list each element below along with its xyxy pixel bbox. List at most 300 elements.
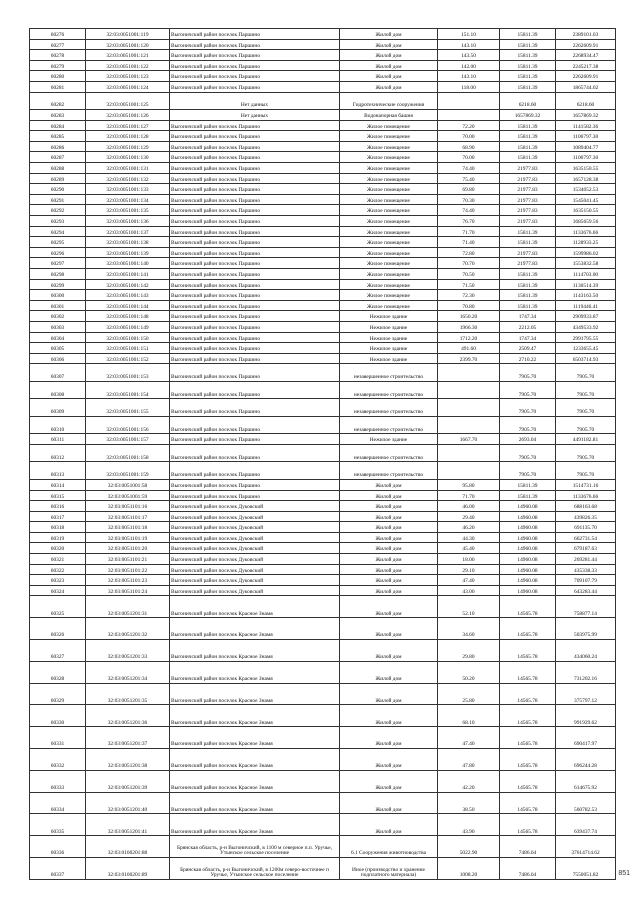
object-area: 46.00 xyxy=(438,501,500,512)
table-row xyxy=(30,596,616,618)
cadastral-value: 6218.60 xyxy=(556,92,616,110)
object-area: 74.40 xyxy=(438,205,500,216)
object-area xyxy=(438,416,500,434)
object-area: 1667.70 xyxy=(438,434,500,445)
cadastral-value: 6503714.93 xyxy=(556,353,616,364)
object-area: 45.40 xyxy=(438,543,500,554)
object-address: Выгоничский район поселок Красное Знамя xyxy=(170,770,340,792)
object-type: Жилое помещение xyxy=(340,205,438,216)
object-type: Жилой дом xyxy=(340,749,438,771)
object-address: Выгоничский район поселок Красное Знамя xyxy=(170,705,340,727)
cadastral-number: 32:03:0051201:41 xyxy=(86,814,170,836)
object-type: Жилой дом xyxy=(340,814,438,836)
cadastral-number: 32:03:0051201:37 xyxy=(86,727,170,749)
object-type: Жилое помещение xyxy=(340,131,438,142)
table-row xyxy=(30,564,616,575)
object-address: Выгоничский район поселок Паршино xyxy=(170,39,340,50)
cadastral-value: 1133676.66 xyxy=(556,490,616,501)
table-row xyxy=(30,543,616,554)
object-area: 1712.20 xyxy=(438,332,500,343)
object-address: Выгоничский район поселок Паршино xyxy=(170,205,340,216)
object-address: Выгоничский район поселок Паршино xyxy=(170,343,340,354)
cadastral-number: 32:03:0051001:124 xyxy=(86,81,170,92)
object-area: 38.50 xyxy=(438,792,500,814)
object-address: Выгоничский район поселок Паршино xyxy=(170,332,340,343)
registry-sheet xyxy=(29,28,615,880)
specific-value: 14960.08 xyxy=(500,511,556,522)
object-type: Жилое помещение xyxy=(340,152,438,163)
object-area: 47.40 xyxy=(438,575,500,586)
cadastral-value: 679187.63 xyxy=(556,543,616,554)
cadastral-value: 1119446.41 xyxy=(556,300,616,311)
object-type: Жилое помещение xyxy=(340,247,438,258)
cadastral-number: 32:03:0051001:134 xyxy=(86,194,170,205)
cadastral-number: 32:03:0051201:40 xyxy=(86,792,170,814)
cadastral-number: 32:03:0051001:120 xyxy=(86,39,170,50)
table-row xyxy=(30,462,616,480)
object-address: Выгоничский район поселок Паршино xyxy=(170,300,340,311)
specific-value: 14960.08 xyxy=(500,532,556,543)
specific-value: 7905.70 xyxy=(500,381,556,399)
object-area: 143.10 xyxy=(438,71,500,82)
row-number: 60297 xyxy=(30,258,86,269)
specific-value: 14565.78 xyxy=(500,596,556,618)
object-area: 46.20 xyxy=(438,522,500,533)
row-number: 60320 xyxy=(30,543,86,554)
object-address: Выгоничский район поселок Красное Знамя xyxy=(170,640,340,662)
table-row xyxy=(30,194,616,205)
object-type: Жилой дом xyxy=(340,501,438,512)
cadastral-value: 662731.54 xyxy=(556,532,616,543)
specific-value: 15811.39 xyxy=(500,279,556,290)
object-area: 1966.30 xyxy=(438,321,500,332)
cadastral-number: 32:03:0051001:123 xyxy=(86,71,170,82)
object-type: Жилой дом xyxy=(340,705,438,727)
object-address: Выгоничский район поселок Дуковский xyxy=(170,511,340,522)
table-row xyxy=(30,173,616,184)
cadastral-value: 1089404.77 xyxy=(556,141,616,152)
cadastral-number: 32:03:0051001:151 xyxy=(86,343,170,354)
cadastral-value: 1635150.55 xyxy=(556,163,616,174)
object-address: Выгоничский район поселок Паршино xyxy=(170,247,340,258)
specific-value: 21977.83 xyxy=(500,258,556,269)
cadastral-number: 32:03:0051101:24 xyxy=(86,585,170,596)
row-number: 60302 xyxy=(30,311,86,322)
row-number: 60329 xyxy=(30,683,86,705)
object-type: Жилое помещение xyxy=(340,268,438,279)
cadastral-value: 7905.70 xyxy=(556,462,616,480)
object-address: Выгоничский район поселок Красное Знамя xyxy=(170,683,340,705)
object-area: 52.10 xyxy=(438,596,500,618)
table-row xyxy=(30,163,616,174)
object-area xyxy=(438,399,500,417)
table-row xyxy=(30,836,616,858)
object-area xyxy=(438,110,500,121)
row-number: 60305 xyxy=(30,343,86,354)
cadastral-number: 32:03:0051001:127 xyxy=(86,120,170,131)
object-area: 70.00 xyxy=(438,152,500,163)
row-number: 60328 xyxy=(30,661,86,683)
object-address: Выгоничский район поселок Дуковский xyxy=(170,554,340,565)
cadastral-number: 32:03:0051001:154 xyxy=(86,381,170,399)
object-area: 29.10 xyxy=(438,564,500,575)
object-address: Выгоничский район поселок Паршино xyxy=(170,194,340,205)
object-area: 29.40 xyxy=(438,511,500,522)
object-address: Выгоничский район поселок Красное Знамя xyxy=(170,792,340,814)
specific-value: 1657869.32 xyxy=(500,110,556,121)
object-type: незавершенное строительство xyxy=(340,444,438,462)
object-type: Жилое помещение xyxy=(340,173,438,184)
object-type: Жилой дом xyxy=(340,29,438,40)
specific-value: 15811.39 xyxy=(500,237,556,248)
object-type: Иное (производство и хранение подплатного материала) xyxy=(340,858,438,880)
table-row xyxy=(30,770,616,792)
table-row xyxy=(30,39,616,50)
object-type: 6.1 Сооружения животноводства xyxy=(340,836,438,858)
row-number: 60300 xyxy=(30,290,86,301)
table-row xyxy=(30,705,616,727)
object-address: Выгоничский район поселок Паршино xyxy=(170,490,340,501)
cadastral-number: 32:03:0051001:131 xyxy=(86,163,170,174)
table-row xyxy=(30,205,616,216)
object-address: Выгоничский район поселок Паршино xyxy=(170,462,340,480)
object-type: Жилой дом xyxy=(340,554,438,565)
cadastral-number: 32:03:0051201:39 xyxy=(86,770,170,792)
specific-value: 21977.83 xyxy=(500,173,556,184)
object-address: Выгоничский район поселок Паршино xyxy=(170,60,340,71)
row-number: 60322 xyxy=(30,564,86,575)
cadastral-number: 32:03:0051001:159 xyxy=(86,462,170,480)
object-address: Выгоничский район поселок Паршино xyxy=(170,311,340,322)
specific-value: 14565.78 xyxy=(500,770,556,792)
cadastral-number: 32:03:0051001:140 xyxy=(86,258,170,269)
object-address: Брянская область, р-н Выгоничский, в 1100 м северное п.п. Уручье, Утынское сельское поселение xyxy=(170,836,340,858)
cadastral-number: 32:03:0051001:148 xyxy=(86,311,170,322)
specific-value: 14960.08 xyxy=(500,522,556,533)
row-number: 60316 xyxy=(30,501,86,512)
cadastral-value: 1143163.50 xyxy=(556,290,616,301)
cadastral-value: 560782.53 xyxy=(556,792,616,814)
object-address: Выгоничский район поселок Паршино xyxy=(170,321,340,332)
cadastral-number: 32:03:0051001:59 xyxy=(86,490,170,501)
object-address: Выгоничский район поселок Паршино xyxy=(170,381,340,399)
table-row xyxy=(30,640,616,662)
object-type: Жилой дом xyxy=(340,792,438,814)
cadastral-value: 696244.28 xyxy=(556,749,616,771)
object-area: 142.00 xyxy=(438,60,500,71)
specific-value: 7905.70 xyxy=(500,462,556,480)
cadastral-value: 1534052.53 xyxy=(556,184,616,195)
row-number: 60295 xyxy=(30,237,86,248)
row-number: 60303 xyxy=(30,321,86,332)
cadastral-value: 2268934.47 xyxy=(556,50,616,61)
object-area: 143.10 xyxy=(438,39,500,50)
row-number: 60308 xyxy=(30,381,86,399)
specific-value: 14960.08 xyxy=(500,575,556,586)
row-number: 60290 xyxy=(30,184,86,195)
specific-value: 21977.83 xyxy=(500,247,556,258)
cadastral-number: 32:03:0051001:150 xyxy=(86,332,170,343)
cadastral-value: 1545041.45 xyxy=(556,194,616,205)
object-type: Жилой дом xyxy=(340,71,438,82)
specific-value: 15811.39 xyxy=(500,141,556,152)
specific-value: 15811.39 xyxy=(500,71,556,82)
specific-value: 14960.08 xyxy=(500,543,556,554)
object-area: 44.30 xyxy=(438,532,500,543)
object-area: 42.20 xyxy=(438,770,500,792)
table-row xyxy=(30,71,616,82)
table-row xyxy=(30,416,616,434)
object-area: 18.00 xyxy=(438,554,500,565)
object-address: Нет данных xyxy=(170,92,340,110)
object-type: Жилой дом xyxy=(340,596,438,618)
cadastral-value: 1106797.30 xyxy=(556,152,616,163)
cadastral-value: 7905.70 xyxy=(556,381,616,399)
cadastral-value: 2909933.87 xyxy=(556,311,616,322)
specific-value: 14565.78 xyxy=(500,749,556,771)
object-type: Жилой дом xyxy=(340,683,438,705)
table-row xyxy=(30,727,616,749)
object-address: Выгоничский район поселок Паршино xyxy=(170,399,340,417)
specific-value: 15811.39 xyxy=(500,39,556,50)
object-type: Жилой дом xyxy=(340,511,438,522)
object-address: Выгоничский район поселок Паршино xyxy=(170,434,340,445)
specific-value: 7486.64 xyxy=(500,858,556,880)
row-number: 60287 xyxy=(30,152,86,163)
cadastral-value: 1553832.58 xyxy=(556,258,616,269)
cadastral-number: 32:03:0051001:128 xyxy=(86,131,170,142)
table-row xyxy=(30,216,616,227)
row-number: 60284 xyxy=(30,120,86,131)
object-address: Нет данных xyxy=(170,110,340,121)
table-row xyxy=(30,60,616,71)
object-area xyxy=(438,444,500,462)
object-address: Выгоничский район поселок Паршино xyxy=(170,50,340,61)
cadastral-value: 1141582.36 xyxy=(556,120,616,131)
row-number: 60314 xyxy=(30,479,86,490)
table-row xyxy=(30,332,616,343)
table-row xyxy=(30,532,616,543)
table-row xyxy=(30,29,616,40)
cadastral-value: 690417.97 xyxy=(556,727,616,749)
object-address: Выгоничский район поселок Красное Знамя xyxy=(170,749,340,771)
cadastral-number: 32:03:0051201:34 xyxy=(86,661,170,683)
cadastral-value: 375797.12 xyxy=(556,683,616,705)
specific-value: 15811.39 xyxy=(500,50,556,61)
row-number: 60333 xyxy=(30,770,86,792)
cadastral-number: 32:03:0051001:141 xyxy=(86,268,170,279)
row-number: 60285 xyxy=(30,131,86,142)
table-row xyxy=(30,50,616,61)
cadastral-number: 32:03:0051001:158 xyxy=(86,444,170,462)
row-number: 60311 xyxy=(30,434,86,445)
object-area: 76.70 xyxy=(438,216,500,227)
object-area: 75.40 xyxy=(438,173,500,184)
specific-value: 1747.34 xyxy=(500,311,556,322)
object-address: Выгоничский район поселок Паршино xyxy=(170,237,340,248)
row-number: 60325 xyxy=(30,596,86,618)
cadastral-value: 2991795.55 xyxy=(556,332,616,343)
row-number: 60289 xyxy=(30,173,86,184)
cadastral-number: 32:03:0051101:20 xyxy=(86,543,170,554)
row-number: 60291 xyxy=(30,194,86,205)
row-number: 60301 xyxy=(30,300,86,311)
object-area: 47.80 xyxy=(438,749,500,771)
cadastral-number: 32:03:0051201:32 xyxy=(86,618,170,640)
object-type: Жилое помещение xyxy=(340,184,438,195)
object-type: Жилой дом xyxy=(340,585,438,596)
cadastral-value: 2262609.91 xyxy=(556,71,616,82)
specific-value: 15811.39 xyxy=(500,29,556,40)
object-type: Жилой дом xyxy=(340,564,438,575)
specific-value: 6218.60 xyxy=(500,92,556,110)
cadastral-number: 32:03:0051001:143 xyxy=(86,290,170,301)
object-address: Выгоничский район поселок Красное Знамя xyxy=(170,596,340,618)
cadastral-value: 269281.44 xyxy=(556,554,616,565)
object-area: 143.50 xyxy=(438,50,500,61)
object-area: 74.40 xyxy=(438,163,500,174)
table-row xyxy=(30,353,616,364)
cadastral-value: 7905.70 xyxy=(556,444,616,462)
row-number: 60277 xyxy=(30,39,86,50)
object-address: Выгоничский район поселок Дуковский xyxy=(170,522,340,533)
object-area: 50.20 xyxy=(438,661,500,683)
table-row xyxy=(30,399,616,417)
object-area: 43.00 xyxy=(438,585,500,596)
object-type: Жилой дом xyxy=(340,640,438,662)
cadastral-number: 32:03:0051001:152 xyxy=(86,353,170,364)
specific-value: 15811.39 xyxy=(500,81,556,92)
object-area: 68.90 xyxy=(438,141,500,152)
object-address: Выгоничский район поселок Дуковский xyxy=(170,585,340,596)
object-area: 71.70 xyxy=(438,490,500,501)
specific-value: 7486.64 xyxy=(500,836,556,858)
cadastral-value: 639437.74 xyxy=(556,814,616,836)
table-row xyxy=(30,858,616,880)
object-address: Выгоничский район поселок Паршино xyxy=(170,29,340,40)
specific-value: 15811.39 xyxy=(500,268,556,279)
row-number: 60335 xyxy=(30,814,86,836)
cadastral-value: 1685659.56 xyxy=(556,216,616,227)
object-type: Жилой дом xyxy=(340,543,438,554)
specific-value: 15811.39 xyxy=(500,60,556,71)
cadastral-value: 1599986.02 xyxy=(556,247,616,258)
object-area: 47.40 xyxy=(438,727,500,749)
table-row xyxy=(30,364,616,382)
object-area: 72.20 xyxy=(438,120,500,131)
specific-value: 7905.70 xyxy=(500,416,556,434)
table-row xyxy=(30,585,616,596)
cadastral-number: 32:03:0051101:17 xyxy=(86,511,170,522)
cadastral-number: 32:03:0100201:88 xyxy=(86,836,170,858)
object-type: Жилой дом xyxy=(340,532,438,543)
object-area: 43.90 xyxy=(438,814,500,836)
cadastral-value: 1114703.00 xyxy=(556,268,616,279)
row-number: 60307 xyxy=(30,364,86,382)
object-area: 70.00 xyxy=(438,131,500,142)
object-address: Выгоничский район поселок Паршино xyxy=(170,416,340,434)
object-address: Выгоничский район поселок Красное Знамя xyxy=(170,618,340,640)
cadastral-value: 7905.70 xyxy=(556,364,616,382)
specific-value: 14565.78 xyxy=(500,727,556,749)
cadastral-value: 1865744.02 xyxy=(556,81,616,92)
cadastral-number: 32:03:0051001:157 xyxy=(86,434,170,445)
table-row xyxy=(30,444,616,462)
object-address: Выгоничский район поселок Дуковский xyxy=(170,564,340,575)
row-number: 60326 xyxy=(30,618,86,640)
object-type: Жилое помещение xyxy=(340,120,438,131)
object-type: Жилой дом xyxy=(340,39,438,50)
object-type: незавершенное строительство xyxy=(340,381,438,399)
table-row xyxy=(30,661,616,683)
row-number: 60313 xyxy=(30,462,86,480)
row-number: 60312 xyxy=(30,444,86,462)
object-address: Выгоничский район поселок Паршино xyxy=(170,120,340,131)
row-number: 60310 xyxy=(30,416,86,434)
row-number: 60327 xyxy=(30,640,86,662)
cadastral-value: 1106797.30 xyxy=(556,131,616,142)
row-number: 60286 xyxy=(30,141,86,152)
object-address: Выгоничский район поселок Паршино xyxy=(170,479,340,490)
cadastral-number: 32:03:0051001:142 xyxy=(86,279,170,290)
row-number: 60334 xyxy=(30,792,86,814)
object-type: Гидротехнические сооружения xyxy=(340,92,438,110)
object-address: Выгоничский район поселок Паршино xyxy=(170,131,340,142)
row-number: 60324 xyxy=(30,585,86,596)
cadastral-value: 4349533.92 xyxy=(556,321,616,332)
cadastral-number: 32:03:0051101:19 xyxy=(86,532,170,543)
row-number: 60283 xyxy=(30,110,86,121)
cadastral-number: 32:03:0051001:136 xyxy=(86,216,170,227)
object-type: Нежилое здание xyxy=(340,434,438,445)
specific-value: 14960.08 xyxy=(500,501,556,512)
cadastral-number: 32:03:0051001:129 xyxy=(86,141,170,152)
specific-value: 2693.04 xyxy=(500,434,556,445)
specific-value: 14565.78 xyxy=(500,705,556,727)
specific-value: 15811.39 xyxy=(500,490,556,501)
object-type: Жилое помещение xyxy=(340,163,438,174)
object-area xyxy=(438,364,500,382)
row-number: 60279 xyxy=(30,60,86,71)
cadastral-value: 1657128.38 xyxy=(556,173,616,184)
table-body xyxy=(30,29,616,880)
object-type: Жилой дом xyxy=(340,618,438,640)
object-type: Жилое помещение xyxy=(340,237,438,248)
specific-value: 14565.78 xyxy=(500,683,556,705)
table-row xyxy=(30,226,616,237)
specific-value: 21977.83 xyxy=(500,216,556,227)
object-area: 71.70 xyxy=(438,226,500,237)
specific-value: 14565.78 xyxy=(500,618,556,640)
table-row xyxy=(30,554,616,565)
cadastral-number: 32:03:0051001:156 xyxy=(86,416,170,434)
row-number: 60292 xyxy=(30,205,86,216)
cadastral-value: 7550051.82 xyxy=(556,858,616,880)
cadastral-number: 32:03:0051201:36 xyxy=(86,705,170,727)
object-address: Выгоничский район поселок Красное Знамя xyxy=(170,727,340,749)
cadastral-number: 32:03:0051001:144 xyxy=(86,300,170,311)
object-type: незавершенное строительство xyxy=(340,364,438,382)
object-type: Жилой дом xyxy=(340,81,438,92)
object-area: 70.70 xyxy=(438,258,500,269)
table-row xyxy=(30,501,616,512)
row-number: 60309 xyxy=(30,399,86,417)
object-type: Жилое помещение xyxy=(340,258,438,269)
table-row xyxy=(30,81,616,92)
row-number: 60319 xyxy=(30,532,86,543)
specific-value: 15811.39 xyxy=(500,300,556,311)
cadastral-number: 32:03:0100201:89 xyxy=(86,858,170,880)
